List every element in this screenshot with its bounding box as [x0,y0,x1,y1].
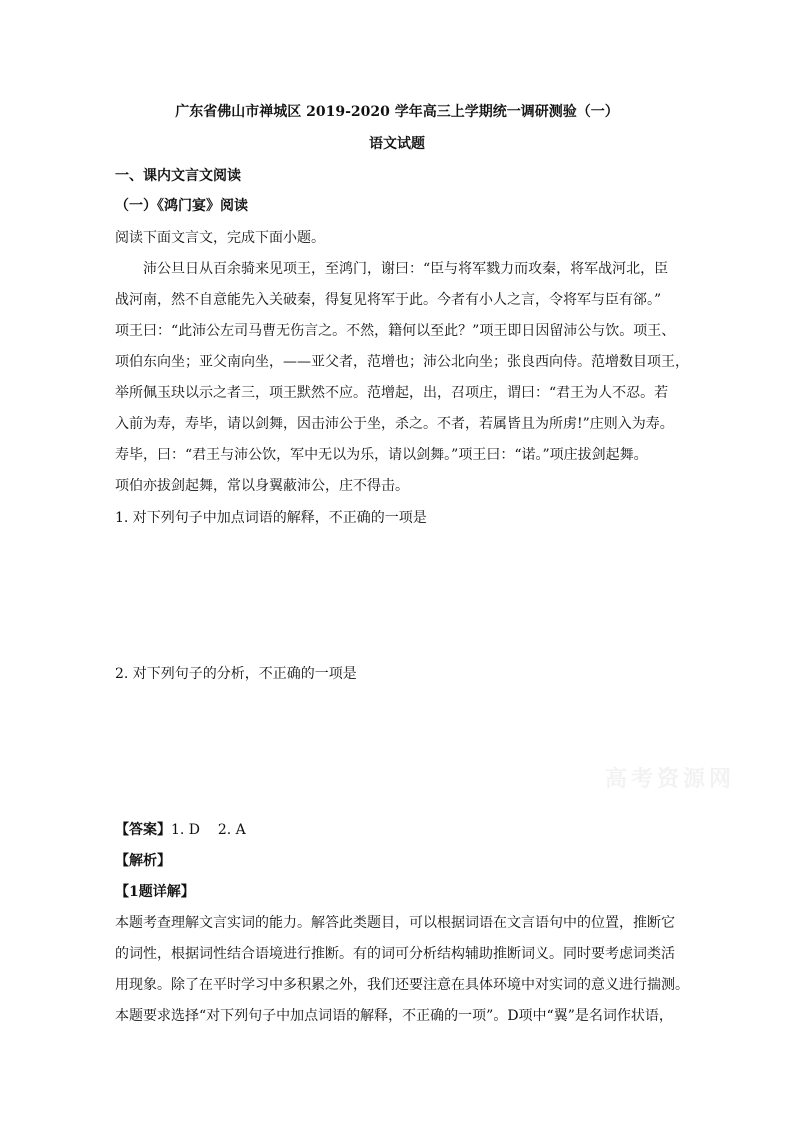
section-heading-1-1: （一）《鸿门宴》阅读 [115,198,248,214]
passage-line: 寿毕，曰：“君王与沛公饮，军中无以为乐，请以剑舞。”项王曰：“诺。”项庄拔剑起舞。 [115,447,648,463]
document-title: 广东省佛山市禅城区 2019-2020 学年高三上学期统一调研测验（一） [175,104,619,120]
question-2-stem: 2. 对下列句子的分析，不正确的一项是 [115,666,357,682]
document-subtitle: 语文试题 [369,136,425,152]
passage-line: 项王曰：“此沛公左司马曹无伤言之。不然，籍何以至此？”项王即日因留沛公与饮。项王、 [115,323,676,339]
passage-line: 项伯亦拔剑起舞，常以身翼蔽沛公，庄不得击。 [115,478,409,494]
analysis-sub-heading: 【1题详解】 [115,884,195,900]
analysis-line: 本题考查理解文言实词的能力。解答此类题目，可以根据词语在文言语句中的位置，推断它 [115,915,675,931]
question-1-stem: 1. 对下列句子中加点词语的解释，不正确的一项是 [115,510,427,526]
passage-line: 举所佩玉玦以示之者三，项王默然不应。范增起，出，召项庄，谓曰：“君王为人不忍。若 [115,385,669,401]
answer-text: 1. D 2. A [171,822,246,838]
watermark: 高考资源网 [605,766,736,792]
analysis-line: 本题要求选择“对下列句子中加点词语的解释，不正确的一项”。D项中“翼”是名词作状语， [115,1008,673,1024]
passage-line: 入前为寿，寿毕，请以剑舞，因击沛公于坐，杀之。不者，若属皆且为所虏!”庄则入为寿。 [115,416,674,432]
analysis-label: 【解析】 [115,853,171,869]
answer-line [115,820,695,840]
answer-label: 【答案】 [115,822,171,838]
analysis-line: 的词性，根据词性结合语境进行推断。有的词可分析结构辅助推断词义。同时要考虑词类活 [115,946,675,962]
analysis-line: 用现象。除了在平时学习中多积累之外，我们还要注意在具体环境中对实词的意义进行揣测。 [115,977,689,993]
instruction-text: 阅读下面文言文，完成下面小题。 [115,230,325,246]
passage-line: 沛公旦日从百余骑来见项王，至鸿门，谢曰：“臣与将军戮力而攻秦，将军战河北，臣 [143,261,669,277]
section-heading-1: 一、课内文言文阅读 [115,168,241,184]
passage-line: 项伯东向坐；亚父南向坐，——亚父者，范增也；沛公北向坐；张良西向侍。范增数目项王， [115,354,689,370]
passage-line: 战河南，然不自意能先入关破秦，得复见将军于此。今者有小人之言，令将军与臣有郤。” [115,292,662,308]
